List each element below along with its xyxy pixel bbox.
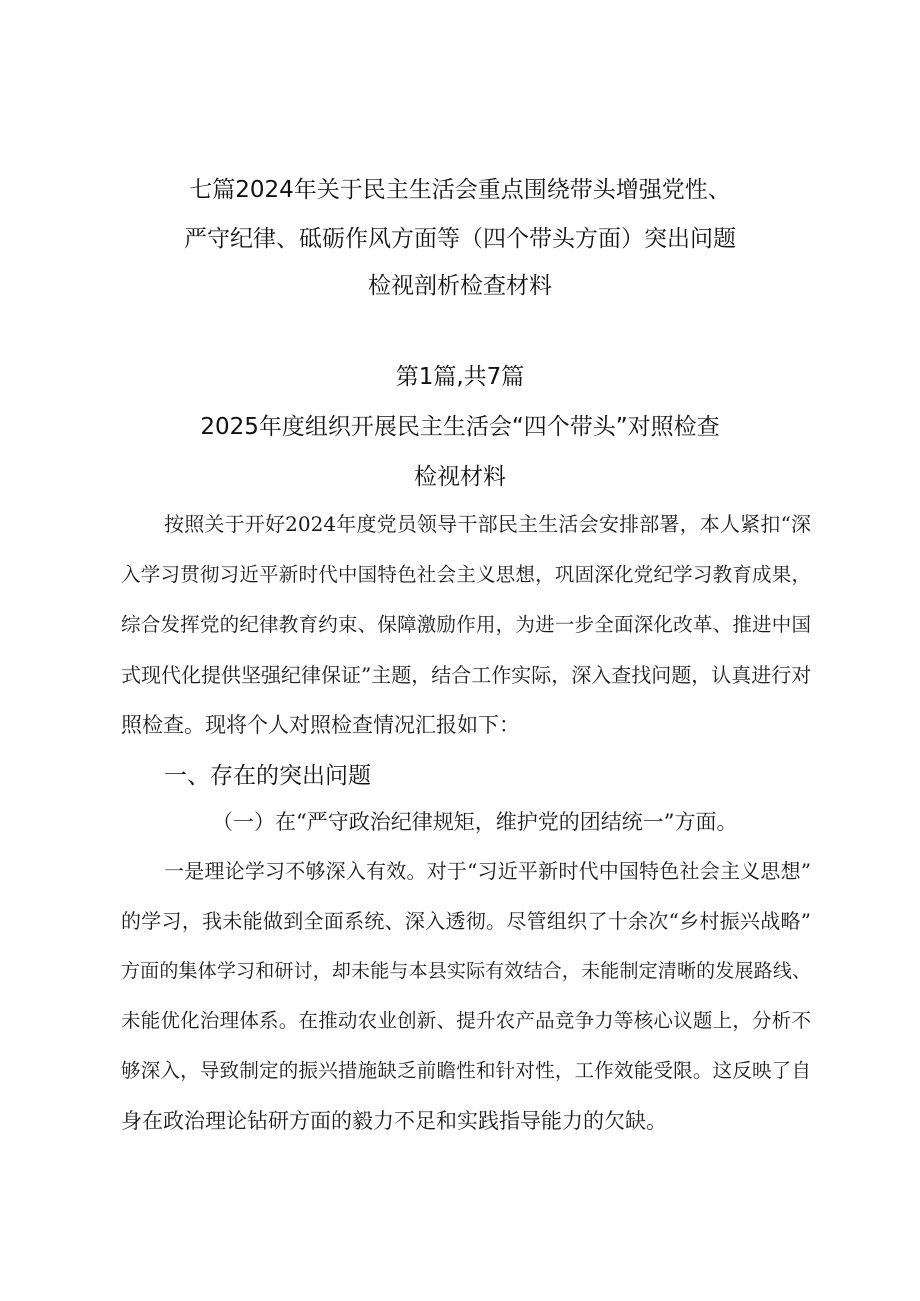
main-title-line-1: 七篇2024年关于民主生活会重点围绕带头增强党性、 bbox=[189, 177, 731, 203]
para-line-5: 够深入，导致制定的振兴措施缺乏前瞻性和针对性，工作效能受限。这反映了自 bbox=[121, 1059, 811, 1082]
main-title-line-2: 严守纪律、砥砺作风方面等（四个带头方面）突出问题 bbox=[184, 226, 736, 252]
subsection-heading: （一）在“严守政治纪律规矩，维护党的团结统一”方面。 bbox=[212, 810, 738, 834]
para-line-1: 一是理论学习不够深入有效。对于“习近平新时代中国特色社会主义思想” bbox=[164, 859, 811, 883]
para-line-4: 未能优化治理体系。在推动农业创新、提升农产品竞争力等核心议题上，分析不 bbox=[121, 1009, 811, 1032]
section-heading: 一、存在的突出问题 bbox=[164, 763, 371, 789]
part-title-line-2: 检视材料 bbox=[414, 464, 506, 490]
intro-line-2: 入学习贯彻习近平新时代中国特色社会主义思想，巩固深化党纪学习教育成果， bbox=[121, 563, 811, 586]
intro-line-1: 按照关于开好2024年度党员领导干部民主生活会安排部署，本人紧扣“深 bbox=[164, 512, 811, 536]
intro-line-4: 式现代化提供坚强纪律保证”主题，结合工作实际，深入查找问题，认真进行对 bbox=[121, 663, 812, 687]
part-title-line-1: 2025年度组织开展民主生活会“四个带头”对照检查 bbox=[200, 414, 720, 440]
para-line-6: 身在政治理论钻研方面的毅力不足和实践指导能力的欠缺。 bbox=[121, 1109, 667, 1133]
main-title-line-3: 检视剖析检查材料 bbox=[368, 273, 552, 299]
part-number: 第1篇,共7篇 bbox=[395, 364, 525, 390]
para-line-2: 的学习，我未能做到全面系统、深入透彻。尽管组织了十余次“乡村振兴战略” bbox=[121, 909, 811, 933]
intro-line-5: 照检查。现将个人对照检查情况汇报如下： bbox=[121, 713, 520, 737]
intro-line-3: 综合发挥党的纪律教育约束、保障激励作用，为进一步全面深化改革、推进中国 bbox=[121, 613, 811, 636]
para-line-3: 方面的集体学习和研讨，却未能与本县实际有效结合，未能制定清晰的发展路线、 bbox=[121, 960, 811, 982]
